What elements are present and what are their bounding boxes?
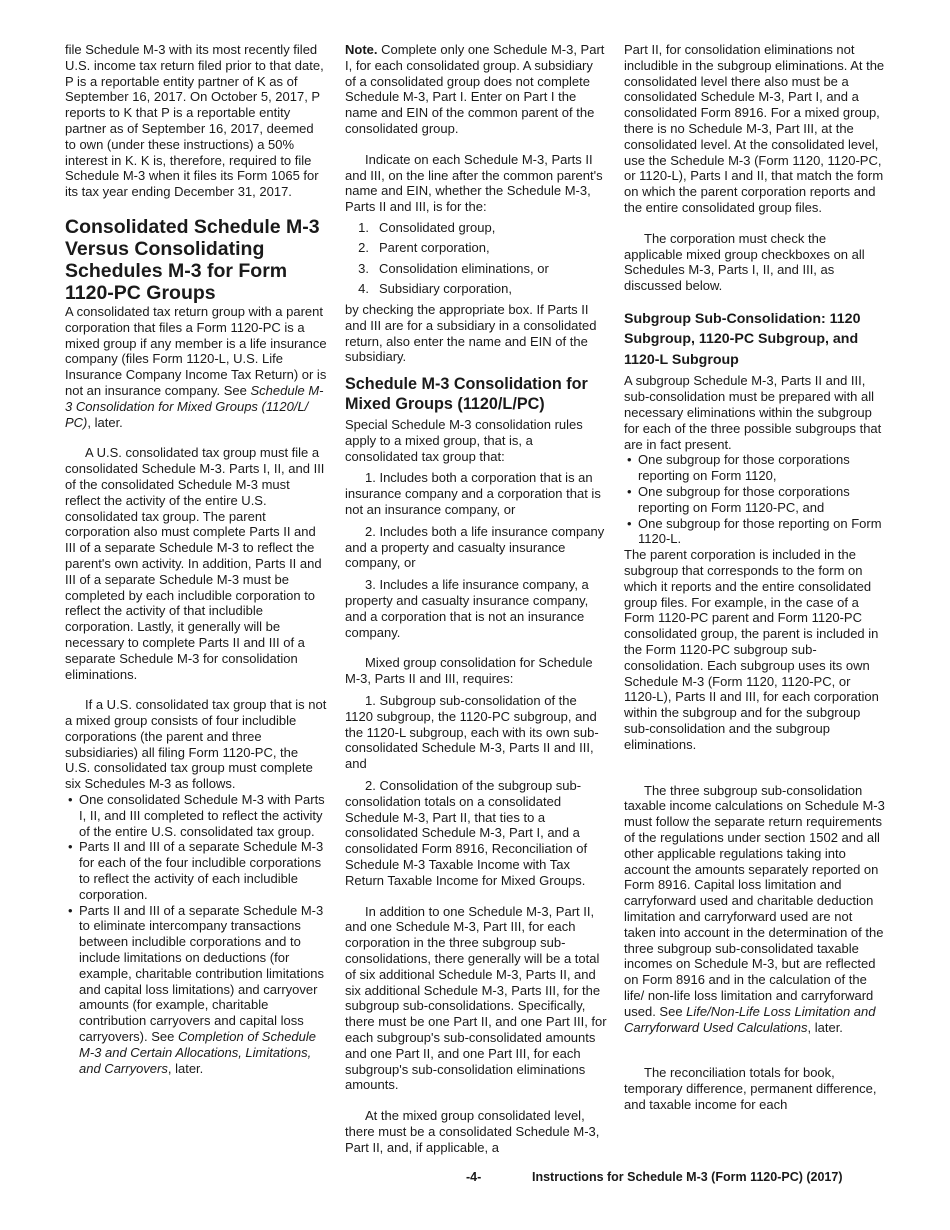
section-heading: Subgroup Sub-Consolidation: 1120 Subgroup, 1120-PC Subgroup, and 1120-L Subgroup (624, 310, 861, 368)
page-number: -4- (466, 1170, 482, 1184)
paragraph: by checking the appropriate box. If Parts II and III are for a subsidiary in a consolidated return, also enter the name and EIN of the subsidiary. (345, 301, 597, 365)
paragraph: The corporation must check the applicable mixed group checkboxes on all Schedules M-3, Parts I, II, and III, as discussed below. (624, 230, 865, 294)
paragraph: The parent corporation is included in the subgroup that corresponds to the form on which it reports and the entire consolidated group files. For example, in the case of a Form 1120-PC parent and Form 1120-PC consolidated group, the parent is included in the Form 1120-PC subgroup sub-consolidation. Each subgroup uses its own Schedule M-3 (Form 1120, 1120-PC, or 1120-L), Parts II and III, for each corporation within the subgroup and for the subgroup sub-consolidation and the subgroup eliminations. (624, 547, 879, 752)
column-3 (624, 42, 886, 1113)
column-1 (65, 42, 327, 1076)
paragraph: In addition to one Schedule M-3, Part II, and one Schedule M-3, Part III, for each corporation in the three subgroup sub-consolidations, there generally will be a total of six additional Schedule M-3, Parts II, and six additional Schedule M-3, Parts III, for the subgroup sub-consolidations. Specifically, there must be one Part II, and one Part III, for each subgroup's sub-consolidated amounts and one Part II, and one Part III, for each subgroup's sub-consolidation eliminations amounts. (345, 903, 607, 1093)
paragraph: A U.S. consolidated tax group must file a consolidated Schedule M-3. Parts I, II, and III of the consolidated Schedule M-3 must reflect the activity of the entire U.S. consolidated tax group. The parent corporation also must complete Parts II and III of a separate Schedule M-3 to reflect the parent's own activity. In addition, Parts II and III of a separate Schedule M-3 must be completed by each includible corporation to reflect the activity of that includible corporation. Lastly, it generally will be necessary to complete Parts II and III of a separate Schedule M-3 for consolidation eliminations. (65, 445, 325, 682)
paragraph: Special Schedule M-3 consolidation rules apply to a mixed group, that is, a consolidated tax group that: (345, 417, 583, 464)
cross-reference: Life/Non-Life Loss Limitation and Carryforward Used Calculations (624, 1003, 876, 1035)
numbered-list (345, 220, 607, 297)
note-paragraph: Note. Complete only one Schedule M-3, Part I, for each consolidated group. A subsidiary of a consolidated group does not complete Schedule M-3, Part I. Enter on Part I the name and EIN of the common parent of the consolidated group. (345, 42, 605, 136)
section-heading: Consolidated Schedule M-3 Versus Consolidating Schedules M-3 for Form 1120-PC Groups (65, 215, 320, 304)
bullet-item: • One subgroup for those corporations reporting on Form 1120, (627, 452, 850, 484)
list-item: 2. Parent corporation, (358, 240, 490, 256)
bullet-item: • Parts II and III of a separate Schedule M-3 for each of the four includible corporations to reflect the activity of each includible corporation. (68, 839, 324, 902)
cross-reference: Completion of Schedule M-3 and Certain Allocations, Limitations, and Carryovers (79, 1029, 317, 1076)
bullet-icon: • (627, 484, 632, 500)
paragraph: At the mixed group consolidated level, there must be a consolidated Schedule M-3, Part II, and, if applicable, a (345, 1108, 600, 1155)
list-item: 3. Includes a life insurance company, a property and casualty insurance company, and a corporation that is not an insurance company. (345, 577, 589, 640)
list-item: 3. Consolidation eliminations, or (358, 260, 549, 276)
note-label: Note. (345, 42, 378, 57)
bullet-item: • Parts II and III of a separate Schedule M-3 to eliminate intercompany transactions between includible corporations and to include limitations on deductions (for example, charitable contribution limitations and capital loss limitations) and carryover amounts (for example, charitable contribution carryovers and capital loss carryovers). See Completion of Schedule M-3 and Certain Allocations, Limitations, and Carryovers, later. (68, 902, 324, 1076)
bullet-icon: • (627, 452, 632, 468)
paragraph: The reconciliation totals for book, temporary difference, permanent difference, and taxable income for each (624, 1065, 877, 1112)
document-title: Instructions for Schedule M-3 (Form 1120-PC) (2017) (532, 1170, 843, 1184)
paragraph: A subgroup Schedule M-3, Parts II and III, sub-consolidation must be prepared with all necessary eliminations within the subgroup for each of the three possible subgroups that are in fact present. (624, 373, 882, 452)
list-item: 4. Subsidiary corporation, (358, 281, 512, 297)
cross-reference: Schedule M-3 Consolidation for Mixed Groups (1120/L/ PC) (65, 382, 324, 430)
list-item: 1. Includes both a corporation that is an insurance company and a corporation that is not an insurance company, or (345, 470, 601, 518)
list-item: 1. Consolidated group, (358, 219, 496, 235)
paragraph: A consolidated tax return group with a parent corporation that files a Form 1120-PC is a mixed group if any member is a life insurance company (files Form 1120-L, U.S. Life Insurance Company Income Tax Return) or is not an insurance company. See Schedule M-3 Consolidation for Mixed Groups (1120/L/ PC), later. (65, 303, 327, 430)
column-2 (345, 42, 607, 1156)
list-item: 1. Subgroup sub-consolidation of the 1120 subgroup, the 1120-PC subgroup, and the 1120-L subgroup, each with its own sub-consolidated Schedule M-3, Parts II and III, and (345, 693, 599, 772)
paragraph: Indicate on each Schedule M-3, Parts II and III, on the line after the common parent's name and EIN, whether the Schedule M-3, Parts II and III, is for the: (345, 151, 603, 215)
paragraph: Mixed group consolidation for Schedule M-3, Parts II and III, requires: (345, 655, 593, 687)
bullet-item: • One subgroup for those corporations reporting on Form 1120-PC, and (627, 484, 850, 515)
section-heading: Schedule M-3 Consolidation for Mixed Groups (1120/L/PC) (345, 375, 588, 414)
bullet-icon: • (627, 515, 632, 531)
bullet-icon: • (68, 839, 73, 855)
bullet-item: • One subgroup for those reporting on Form 1120-L. (627, 515, 882, 547)
list-item: 2. Consolidation of the subgroup sub-consolidation totals on a consolidated Schedule M-3, Part II, that ties to a consolidated Schedule M-3, Part I, and a consolidated Form 8916, Reconciliation of Schedule M-3 Taxable Income with Tax Return Taxable Income for Mixed Groups. (345, 778, 588, 888)
bullet-icon: • (68, 902, 73, 918)
bullet-icon: • (68, 792, 73, 808)
paragraph: file Schedule M-3 with its most recently filed U.S. income tax return filed prior to that date, P is a reportable entity partner of K as of September 16, 2017. On October 5, 2017, P reports to K that P is a reportable entity partner as of September 16, 2017, deemed to own (under these instructions) a 50% interest in K. K is, therefore, required to file Schedule M-3 when it files its Form 1065 for its tax year ending December 31, 2017. (65, 42, 324, 200)
list-item: 2. Includes both a life insurance company and a property and casualty insurance company, or (345, 523, 605, 571)
bullet-item: • One consolidated Schedule M-3 with Parts I, II, and III completed to reflect the activity of the entire U.S. consolidated tax group. (68, 792, 325, 839)
paragraph: If a U.S. consolidated tax group that is not a mixed group consists of four includible corporations (the parent and three subsidiaries) all filing Form 1120-PC, the U.S. consolidated tax group must complete six Schedules M-3 as follows. (65, 697, 327, 792)
paragraph: Part II, for consolidation eliminations not includible in the subgroup eliminations. At the consolidated level there also must be a consolidated Schedule M-3, Part I, and a consolidated Form 8916. For a mixed group, there is no Schedule M-3, Part III, at the consolidated level. At the consolidated level, use the Schedule M-3 (Form 1120, 1120-PC, or 1120-L), Parts I and II, that match the form on which the parent corporation reports and the entire consolidated group files. (624, 42, 885, 215)
paragraph: The three subgroup sub-consolidation taxable income calculations on Schedule M-3 must follow the separate return requirements of the regulations under section 1502 and all other applicable regulations taking into account the amounts separately reported on Form 8916. Capital loss limitation and carryforward used and charitable deduction limitation and carryforward used are not taken into account in the determination of the three subgroup sub-consolidated taxable incomes on Schedule M-3, but are reflected on Form 8916 and in the calculation of the life/ non-life loss limitation and carryforward used. See Life/Non-Life Loss Limitation and Carryforward Used Calculations, later. (624, 782, 885, 1035)
